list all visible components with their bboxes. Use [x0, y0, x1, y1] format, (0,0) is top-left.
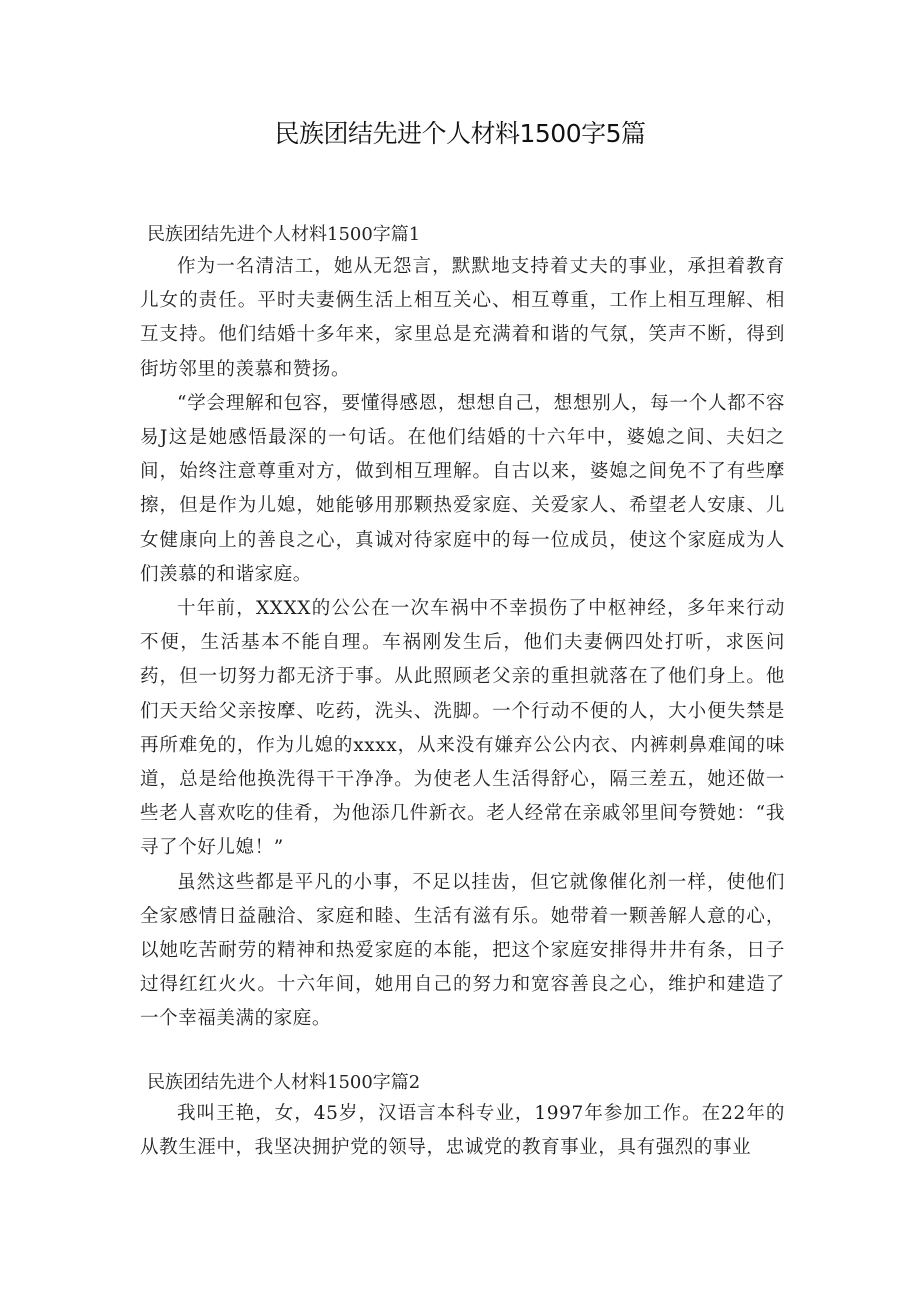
section-body-1	[140, 250, 785, 1037]
paragraph: 我叫王艳，女，45岁，汉语言本科专业，1997年参加工作。在22年的从教生涯中，我坚决拥护党的领导，忠诚党的教育事业，具有强烈的事业	[140, 1103, 785, 1159]
section-body-2	[140, 1097, 785, 1165]
section-heading-1: 民族团结先进个人材料1500字篇1	[147, 224, 421, 245]
paragraph: “学会理解和包容，要懂得感恩，想想自己，想想别人，每一个人都不容易J这是她感悟最深的一句话。在他们结婚的十六年中，婆媳之间、夫妇之间，始终注意尊重对方，做到相互理解。自古以来，婆媳之间免不了有些摩擦，但是作为儿媳，她能够用那颗热爱家庭、关爱家人、希望老人安康、儿女健康向上的善良之心，真诚对待家庭中的每一位成员，使这个家庭成为人们羡慕的和谐家庭。	[140, 392, 785, 585]
paragraph: 作为一名清洁工，她从无怨言，默默地支持着丈夫的事业，承担着教育儿女的责任。平时夫妻俩生活上相互关心、相互尊重，工作上相互理解、相互支持。他们结婚十多年来，家里总是充满着和谐的气氛，笑声不断，得到街坊邻里的羡慕和赞扬。	[140, 256, 785, 380]
document-title: 民族团结先进个人材料1500字5篇	[274, 119, 646, 148]
section-heading-2: 民族团结先进个人材料1500字篇2	[147, 1072, 421, 1093]
paragraph: 虽然这些都是平凡的小事，不足以挂齿，但它就像催化剂一样，使他们全家感情日益融洽、家庭和睦、生活有滋有乐。她带着一颗善解人意的心，以她吃苦耐劳的精神和热爱家庭的本能，把这个家庭安排得井井有条，日子过得红红火火。十六年间，她用自己的努力和宽容善良之心，维护和建造了一个幸福美满的家庭。	[140, 871, 785, 1030]
paragraph: 十年前，XXXX的公公在一次车祸中不幸损伤了中枢神经，多年来行动不便，生活基本不能自理。车祸刚发生后，他们夫妻俩四处打听，求医问药，但一切努力都无济于事。从此照顾老父亲的重担就落在了他们身上。他们天天给父亲按摩、吃药，洗头、洗脚。一个行动不便的人，大小便失禁是再所难免的，作为儿媳的xxxx，从来没有嫌弃公公内衣、内裤刺鼻难闻的味道，总是给他换洗得干干净净。为使老人生活得舒心，隔三差五，她还做一些老人喜欢吃的佳肴，为他添几件新衣。老人经常在亲戚邻里间夸赞她：“我寻了个好儿媳！”	[140, 598, 785, 859]
